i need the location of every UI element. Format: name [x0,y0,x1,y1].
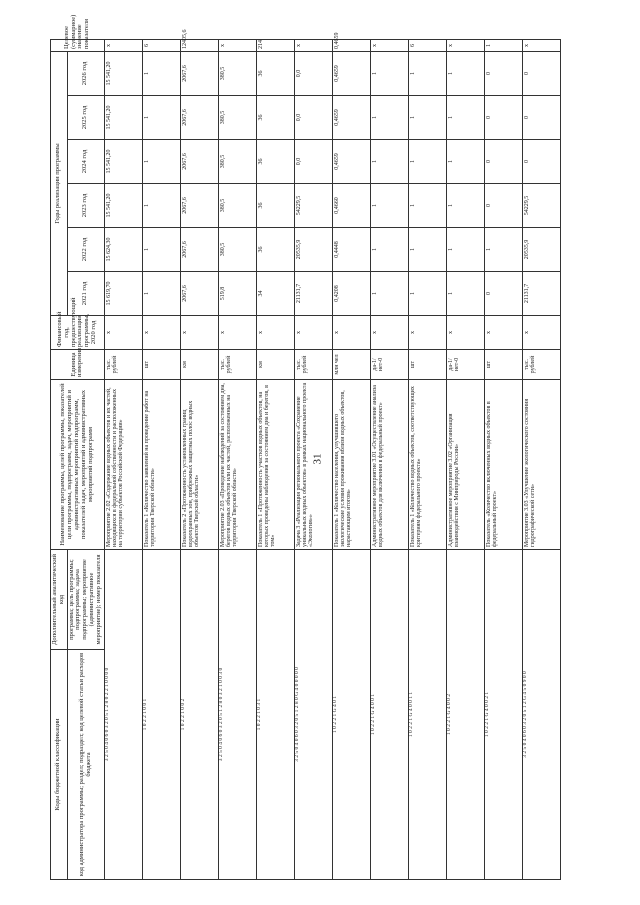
financial-year-cell: x [294,316,332,350]
year-value-cell: 0 [484,96,522,140]
year-value-cell: 1 [484,228,522,272]
table-row [370,39,408,879]
budget-code-cell: 3 2 5 0 4 0 6 0 3 2 0 5 1 2 8 0 3 2 1 0 0 3 0 [218,550,256,880]
year-value-cell: 20535,9 [522,228,560,272]
financial-year-cell: x [218,316,256,350]
year-value-cell: 1 [370,96,408,140]
budget-code-cell: 1 0 2 2 1 G 4 0 0 2 [446,550,484,880]
year-value-cell: 0,4659 [332,96,370,140]
year-value-cell: 15 541,20 [104,140,142,184]
budget-code-cell: 1 0 2 2 1 0 0 2 [180,550,218,880]
year-value-cell: 1 [408,228,446,272]
year-value-cell: 0,0 [294,140,332,184]
program-name-header: Наименование программы, целей программы, показателей цели программы, подпрограмм, задач, мероприятий и административных мероприятий подпрограмм, показателей задач, мероприятий и административных мероприятий подпрограмм [51,380,105,550]
year-value-cell: 1 [370,272,408,316]
total-value-cell: 6 [142,39,180,51]
year-value-cell: 1 [142,272,180,316]
financial-year-cell: x [332,316,370,350]
program-item-name: Задача 3 «Реализация регионального проекта «Сохранение уникальных водных объектов» в рамках национального проекта «Экология»» [294,380,332,550]
financial-year-cell: x [484,316,522,350]
budget-code-cell: 1 0 2 2 1 G 4 0 0 1 [370,550,408,880]
year-value-cell: 1 [370,184,408,228]
total-value-cell: x [294,39,332,51]
budget-code-cell: 1 0 2 2 1 G 4 0 0 1 1 [408,550,446,880]
total-value-cell: x [446,39,484,51]
year-value-cell: 1 [408,184,446,228]
program-table-sheet [50,14,610,880]
year-value-cell: 1 [408,140,446,184]
program-item-name: Показатель 1 «Количество населения, улучшившего экологические условия проживания вблизи водных объектов, нарастающим итогом» [332,380,370,550]
additional-sub-indicator: номер показателя [94,554,102,603]
year-value-cell: 36 [256,96,294,140]
budget-code-cell: 3 2 5 0 4 0 6 0 3 2 0 5 1 2 8 0 G 4 0 0 0 0 0 [294,550,332,880]
unit-cell: км [180,350,218,380]
program-table [50,14,561,880]
table-row [294,39,332,879]
year-value-cell: 1 [370,140,408,184]
year-value-cell: 0,4448 [332,228,370,272]
financial-year-cell: x [446,316,484,350]
table-row [522,39,560,879]
year-value-cell: 2067,6 [180,272,218,316]
unit-cell: шт [142,350,180,380]
financial-year-cell: x [256,316,294,350]
financial-year-cell: x [104,316,142,350]
year-value-cell: 34 [256,272,294,316]
year-value-cell: 1 [370,228,408,272]
budget-code-cell: 3 2 5 0 4 0 6 0 3 2 0 5 1 2 G 4 5 0 9 0 0 [522,550,560,880]
program-item-name: Мероприятие 2.03 «Проведение наблюдений за состоянием дна, берегов водных объектов или их частей, расположенных на территории Тверской области» [218,380,256,550]
year-value-cell: 54229,5 [522,184,560,228]
year-value-cell: 380,5 [218,96,256,140]
table-row [218,39,256,879]
year-value-cell: 0 [522,51,560,95]
program-item-name: Мероприятие 3.03 «Улучшение экологического состояния гидрографической сети» [522,380,560,550]
year-value-cell: 36 [256,228,294,272]
year-value-cell: 0,4660 [332,184,370,228]
year-value-cell: 36 [256,184,294,228]
program-item-name: Показатель 2 «Протяженность установленных границ водоохранных зон, прибрежных защитных полос водных объектов Тверской области» [180,380,218,550]
program-item-name: Показатель «Количество включенных водных объектов в федеральный проект» [484,380,522,550]
table-row [446,39,484,879]
unit-header: Единица измерения [51,350,105,380]
year-value-cell: 0 [522,140,560,184]
total-value-cell: 1 [484,39,522,51]
financial-year-cell: x [142,316,180,350]
kcsr-sub-section: раздел [77,766,85,785]
financial-year-cell: x [180,316,218,350]
budget-code-cell: 1 0 2 2 1 0 3 1 [256,550,294,880]
kcsr-sub-target: код целевой статьи расходов бюджета [77,652,92,777]
program-item-name: Показатель 1 «Количество заявлений на проведение работ на территории Тверской области» [142,380,180,550]
header-row-1 [51,39,68,879]
budget-code-cell: 1 0 2 2 1 G 4 0 1 [332,550,370,880]
table-row [484,39,522,879]
year-value-cell: 0,0 [294,96,332,140]
year-value-cell: 1 [142,228,180,272]
budget-code-cell: 1 0 2 2 1 0 0 1 [142,550,180,880]
year-value-cell: 15 541,20 [104,96,142,140]
financial-year-header: Финансовый год, предшествующий реализации программы, 2020 год [51,316,105,350]
year-value-cell: 21131,7 [294,272,332,316]
year-value-cell: 15 541,20 [104,184,142,228]
table-row [408,39,446,879]
total-value-cell: x [370,39,408,51]
year-value-cell: 1 [408,96,446,140]
year-value-cell: 36 [256,140,294,184]
year-value-cell: 1 [446,96,484,140]
table-row [104,39,142,879]
table-row [332,39,370,879]
year-value-cell: 380,5 [218,228,256,272]
additional-sub-subprogram: подпрограмма [74,590,82,630]
year-value-cell: 1 [142,96,180,140]
table-row [180,39,218,879]
year-2026-header: 2026 год [67,51,104,95]
year-2025-header: 2025 год [67,96,104,140]
year-value-cell: 380,5 [218,140,256,184]
unit-cell: тыс. рублей [104,350,142,380]
unit-cell: км [256,350,294,380]
year-value-cell: 36 [256,51,294,95]
year-value-cell: 2067,6 [180,140,218,184]
unit-cell: тыс. рублей [522,350,560,380]
year-value-cell: 380,5 [218,184,256,228]
unit-cell: тыс. рублей [218,350,256,380]
year-value-cell: 0,0 [294,51,332,95]
total-value-cell: x [104,39,142,51]
year-2024-header: 2024 год [67,140,104,184]
year-value-cell: 15 624,30 [104,228,142,272]
total-value-cell: 6 [408,39,446,51]
program-item-name: Административное мероприятие 3.02 «Организация взаимодействия с Минприроды России» [446,380,484,550]
additional-sub-program: программа [67,609,75,640]
year-value-cell: 21131,7 [522,272,560,316]
unit-cell: шт [484,350,522,380]
unit-cell: да-1/нет-0 [370,350,408,380]
program-item-name: Показатель 1 «Протяженность участков водных объектов, на которых проведены наблюдения за состоянием дна и берегов, в том» [256,380,294,550]
unit-cell: да-1/нет-0 [446,350,484,380]
year-value-cell: 380,5 [218,51,256,95]
additional-code-header: Дополнительный аналитический код [51,550,68,650]
budget-code-cell: 1 0 2 2 1 G 4 0 0 2 1 [484,550,522,880]
additional-sub-task: задача подпрограммы [74,569,89,640]
year-value-cell: 1 [370,51,408,95]
year-value-cell: 20535,9 [294,228,332,272]
year-value-cell: 15 541,20 [104,51,142,95]
year-value-cell: 1 [446,184,484,228]
total-value-cell: 12405,6 [180,39,218,51]
additional-subheader: программа; цель программы; подпрограмма; задача подпрограммы; мероприятие (административное мероприятие); номер показателя [67,550,104,650]
table-row [256,39,294,879]
unit-cell: млн чел [332,350,370,380]
kcsr-sub-admin: код администратора программы [77,787,85,877]
year-value-cell: 2067,6 [180,184,218,228]
year-value-cell: 519,8 [218,272,256,316]
year-value-cell: 54229,5 [294,184,332,228]
year-value-cell: 0 [484,140,522,184]
kcsr-sub-subsection: подраздел [77,734,85,763]
year-value-cell: 0 [484,51,522,95]
years-header: Годы реализации программы [51,51,68,315]
year-value-cell: 1 [142,140,180,184]
financial-year-cell: x [408,316,446,350]
year-value-cell: 0,4208 [332,272,370,316]
year-value-cell: 1 [408,51,446,95]
year-value-cell: 2067,6 [180,51,218,95]
year-value-cell: 1 [408,272,446,316]
year-value-cell: 0 [484,184,522,228]
unit-cell: тыс. рублей [294,350,332,380]
year-value-cell: 2067,6 [180,96,218,140]
total-value-cell: x [522,39,560,51]
year-value-cell: 1 [446,272,484,316]
year-value-cell: 1 [446,228,484,272]
kcsr-subheader: код администратора программы; раздел; подраздел; код целевой статьи расходов бюджета [67,650,104,880]
year-value-cell: 0,4659 [332,140,370,184]
total-value-cell: 0,4659 [332,39,370,51]
kcsr-header: Коды бюджетной классификации [51,650,68,880]
total-value-cell: x [218,39,256,51]
total-header [51,14,105,51]
additional-sub-event: мероприятие (административное мероприятие) [81,559,102,645]
program-item-name: Показатель 1 «Количество водных объектов, соответствующих критериям федерального проекта» [408,380,446,550]
total-value-cell: 214 [256,39,294,51]
financial-year-cell: x [522,316,560,350]
financial-year-cell: x [370,316,408,350]
table-body [103,29,560,879]
unit-cell: шт [408,350,446,380]
year-2022-header: 2022 год [67,228,104,272]
year-value-cell: 2067,6 [180,228,218,272]
additional-sub-goal: цель программы [67,560,75,607]
year-value-cell: 1 [142,184,180,228]
table-row [142,39,180,879]
page-number: 31 [311,453,324,465]
year-value-cell: 1 [446,51,484,95]
year-value-cell: 1 [446,140,484,184]
year-2021-header: 2021 год [67,272,104,316]
year-value-cell: 15 619,70 [104,272,142,316]
program-item-name: Мероприятие 2.02 «Содержание водных объектов и их частей, находящихся в федеральной собственности и расположенных на территории субъектов Российской Федерации» [104,380,142,550]
year-value-cell: 0 [522,96,560,140]
budget-code-cell: 3 2 5 0 4 0 6 0 3 2 0 5 1 2 8 0 2 2 1 0 0 0 0 [104,550,142,880]
year-value-cell: 0,4659 [332,51,370,95]
year-value-cell: 0 [484,272,522,316]
total-header-label: Целевое (суммарное) значение показателя [62,14,91,49]
program-item-name: Административное мероприятие 3.01 «Осуществление анализа водных объектов для включения в федеральный проект» [370,380,408,550]
year-value-cell: 1 [142,51,180,95]
year-2023-header: 2023 год [67,184,104,228]
